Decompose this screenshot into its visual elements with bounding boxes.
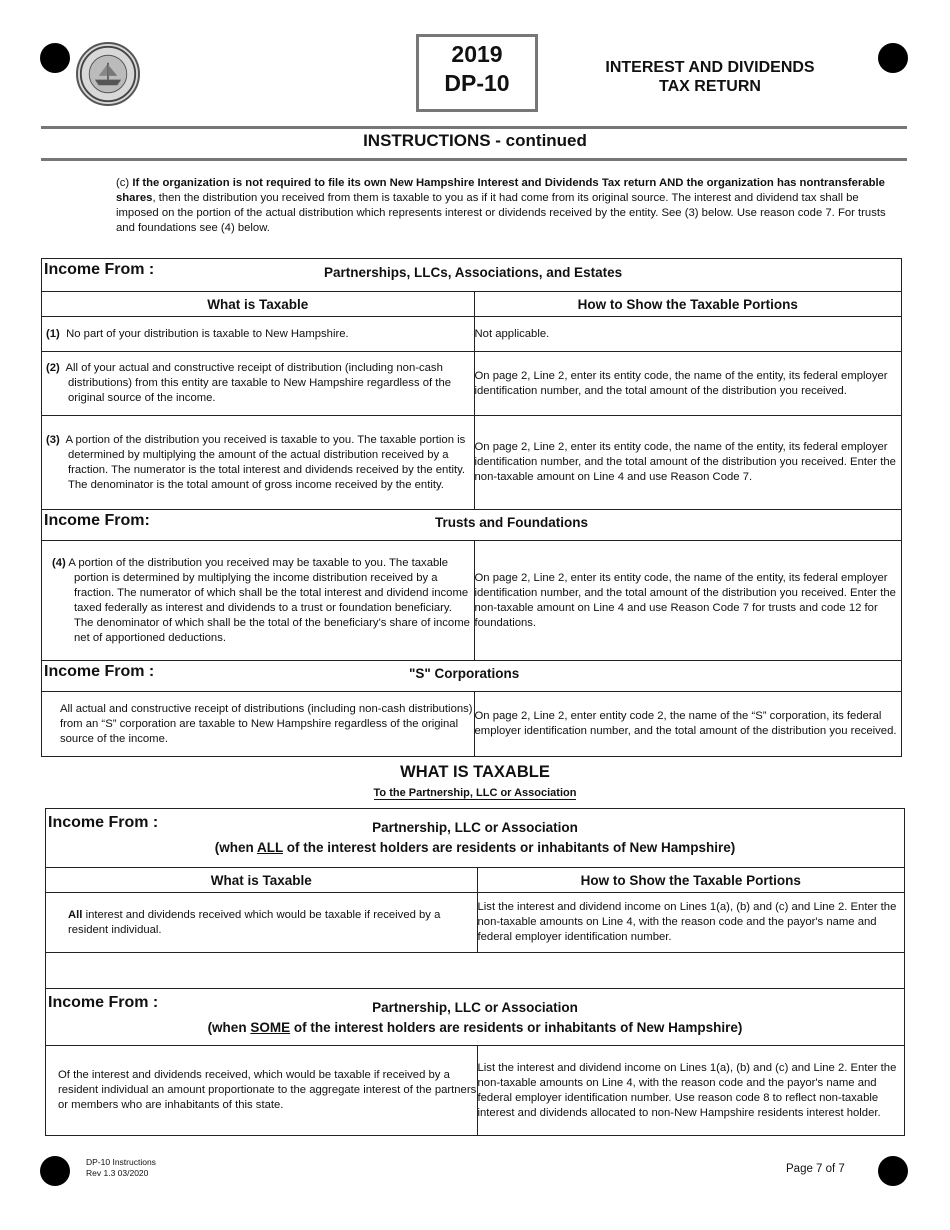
form-title: INTEREST AND DIVIDENDS TAX RETURN — [605, 59, 815, 95]
income-from-label: Income From : — [48, 814, 159, 831]
column-header-how: How to Show the Taxable Portions — [474, 292, 901, 317]
intro-paragraph: (c) If the organization is not required to file its own New Hampshire Interest and Dividends Tax return AND the organization has nontransferable shares, then the distribution you received from them is taxable to you as if it had come from its original source. The interest and dividend tax shall be imposed on the portion of the actual distribution which represents interest or dividends received by the entity. See (3) below. Use reason code 7. For trusts and foundations see (4) below. — [116, 177, 886, 234]
section-banner-trusts — [42, 510, 902, 541]
condition-some: (when SOME of the interest holders are residents or inhabitants of New Hampshire) — [207, 1020, 743, 1035]
table-row: (1) No part of your distribution is taxable to New Hampshire. Not applicable. — [42, 317, 902, 352]
entity-heading: Partnership, LLC or Association — [372, 1000, 578, 1015]
form-id-box — [416, 34, 538, 112]
income-from-label: Income From : — [44, 261, 155, 278]
what-is-taxable-title: WHAT IS TAXABLE — [400, 763, 550, 781]
table-row: All actual and constructive receipt of distributions (including non-cash distributions) from an “S” corporation are taxable to New Hampshire regardless of the original source of the income. On page 2, Line 2, enter entity code 2, the name of the “S” corporation, its federal employer identification number, and the total amount of the distribution you received. — [42, 692, 902, 757]
form-number: DP-10 — [444, 70, 510, 96]
entity-heading: Partnership, LLC or Association — [372, 820, 578, 835]
registration-mark-bottom-right — [878, 1156, 908, 1186]
income-from-label: Income From: — [44, 512, 150, 529]
registration-mark-top-right — [878, 43, 908, 73]
form-year: 2019 — [451, 41, 503, 67]
what-is-taxable-subtitle: To the Partnership, LLC or Association — [373, 787, 577, 799]
table-row: Of the interest and dividends received, which would be taxable if received by a resident individual an amount proportionate to the aggregate interest of the partners or members who are inhabitants of this state. List the interest and dividend income on Lines 1(a), (b) and (c) and Line 2. Enter the non-taxable amounts on Line 4, with the reason code and the payor's name and federal employer identification number. Use reason code 8 to reflect non-taxable interest and dividends allocated to non-New Hampshire residents interest holder. — [46, 1046, 905, 1136]
section-heading: "S" Corporations — [409, 666, 520, 681]
table-row: (4) A portion of the distribution you received may be taxable to you. The taxable portion is determined by multiplying the income distribution received by a fraction. The numerator of which shall be the total interest and dividend income taxed federally as interest and dividends to a trust or foundation beneficiary. The denominator of which shall be the total of the beneficiary's share of income net of apportioned deductions. On page 2, Line 2, enter its entity code, the name of the entity, its federal employer identification number, and the total amount of the distribution you received. Enter the non-taxable amount on Line 4 and use Reason Code 7 for trusts and code 12 for foundations. — [42, 541, 902, 661]
table-row: (3) A portion of the distribution you received is taxable to you. The taxable portion is determined by multiplying the amount of the actual distribution received by a fraction. The numerator is the total interest and dividends received by the entity. The denominator is the total amount of gross income received by the entity. On page 2, Line 2, enter its entity code, the name of the entity, its federal employer identification number, and the total amount of the distribution you received. Enter the non-taxable amount on Line 4 and use Reason Code 7. — [42, 416, 902, 510]
condition-all: (when ALL of the interest holders are residents or inhabitants of New Hampshire) — [214, 840, 736, 855]
table-spacer-row — [46, 953, 905, 989]
registration-mark-top-left — [40, 43, 70, 73]
section-banner-partnerships — [42, 259, 902, 292]
section-title: INSTRUCTIONS - continued — [363, 131, 587, 150]
section-banner-s-corporations — [42, 661, 902, 692]
header-rule-top — [41, 126, 907, 129]
column-header-taxable: What is Taxable — [42, 292, 475, 317]
registration-mark-bottom-left — [40, 1156, 70, 1186]
section-heading: Partnerships, LLCs, Associations, and Estates — [324, 265, 623, 280]
column-header-how: How to Show the Taxable Portions — [477, 868, 905, 893]
section-banner-some-residents — [46, 989, 905, 1046]
table-column-headers — [46, 868, 905, 893]
income-from-label: Income From : — [44, 663, 155, 680]
page-number: Page 7 of 7 — [786, 1163, 845, 1175]
partnership-table — [45, 808, 905, 1136]
column-header-taxable: What is Taxable — [46, 868, 478, 893]
income-from-label: Income From : — [48, 994, 159, 1011]
section-heading: Trusts and Foundations — [435, 515, 589, 530]
header-rule-bottom — [41, 158, 907, 161]
state-seal-icon — [76, 42, 140, 106]
section-banner-all-residents — [46, 809, 905, 868]
table-column-headers — [42, 292, 902, 317]
footer-document-id: DP-10 Instructions Rev 1.3 03/2020 — [86, 1157, 156, 1178]
distributions-table — [41, 258, 902, 757]
table-row: (2) All of your actual and constructive receipt of distribution (including non-cash distributions) from this entity are taxable to New Hampshire regardless of the original source of the income. On page 2, Line 2, enter its entity code, the name of the entity, its federal employer identification number, and the total amount of the distribution you received. — [42, 352, 902, 416]
table-row: All interest and dividends received which would be taxable if received by a resident individual. List the interest and dividend income on Lines 1(a), (b) and (c) and Line 2. Enter the non-taxable amounts on Line 4, with the reason code and the payor's name and federal employer identification number. — [46, 893, 905, 953]
